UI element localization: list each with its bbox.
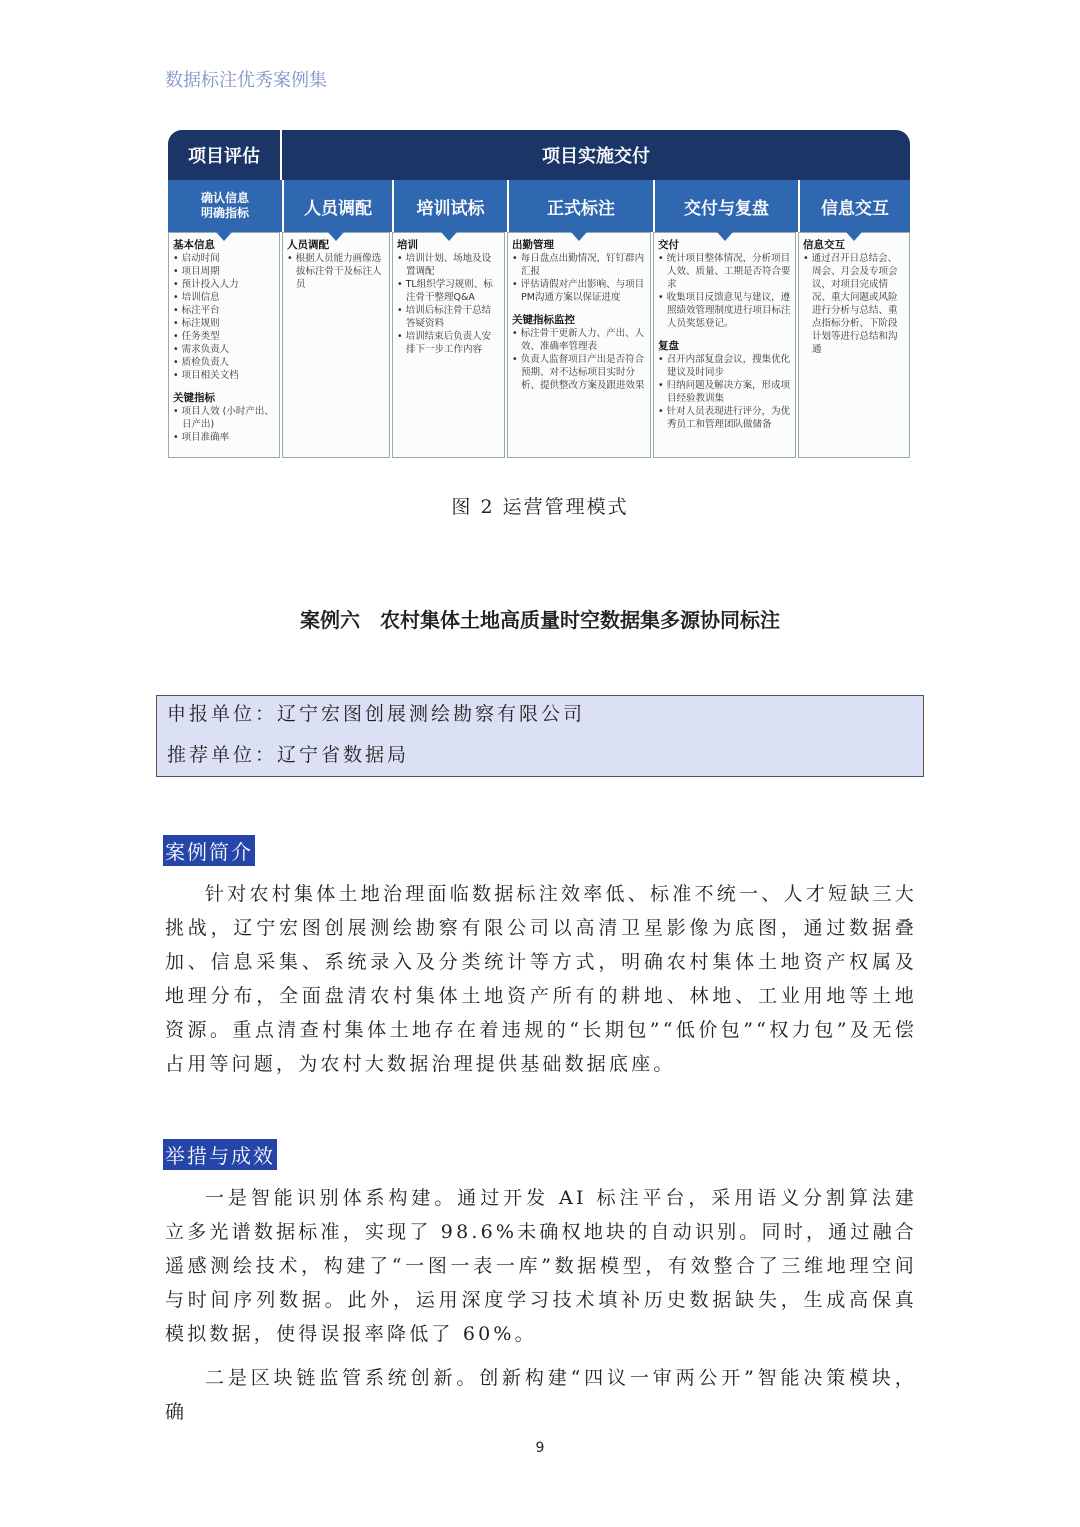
stage-communication: 信息交互	[798, 180, 910, 232]
stage-training: 培训试标	[392, 180, 507, 232]
diagram-column	[282, 232, 390, 458]
column-heading: 人员调配	[287, 239, 329, 251]
column-item: • 项目周期	[173, 265, 275, 278]
column-heading: 培训	[397, 239, 418, 251]
phase-delivery: 项目实施交付	[282, 130, 910, 180]
column-heading: 关键指标监控	[512, 314, 575, 326]
stage-delivery: 交付与复盘	[653, 180, 798, 232]
diagram-column	[168, 232, 280, 458]
column-item: • 培训后标注骨干总结答疑资料	[397, 304, 500, 330]
column-item: • 预计投入人力	[173, 278, 275, 291]
column-item: • 标注骨干更新人力、产出、人效、准确率管理表	[512, 327, 646, 353]
diagram-column	[507, 232, 651, 458]
column-item: • 召开内部复盘会议，搜集优化建议及时同步	[658, 353, 791, 379]
measures-paragraph-2: 二是区块链监管系统创新。创新构建“四议一审两公开”智能决策模块，确	[165, 1367, 917, 1423]
diagram-column	[653, 232, 796, 458]
section-label-measures: 举措与成效	[163, 1139, 277, 1170]
column-item: • 质检负责人	[173, 356, 275, 369]
recommender: 推荐单位：辽宁省数据局	[167, 744, 410, 766]
column-item: • 培训结束后负责人安排下一步工作内容	[397, 330, 500, 356]
column-item: • 培训计划、场地及设置调配	[397, 252, 500, 278]
phase-evaluation: 项目评估	[168, 130, 280, 180]
figure-caption: 图 2 运营管理模式	[451, 496, 629, 518]
column-heading: 信息交互	[803, 239, 845, 251]
column-item: • 评估请假对产出影响、与项目PM沟通方案以保证进度	[512, 278, 646, 304]
column-item: • 收集项目反馈意见与建议，遵照绩效管理制度进行项目标注人员奖惩登记。	[658, 291, 791, 330]
stage-confirm: 确认信息 明确指标	[168, 180, 282, 232]
column-heading: 交付	[658, 239, 679, 251]
intro-paragraph: 针对农村集体土地治理面临数据标注效率低、标准不统一、人才短缺三大挑战，辽宁宏图创展测绘勘察有限公司以高清卫星影像为底图，通过数据叠加、信息采集、系统录入及分类统计等方式，明确农村集体土地资产权属及地理分布，全面盘清农村集体土地资产所有的耕地、林地、工业用地等土地资源。重点清查村集体土地存在着违规的“长期包”“低价包”“权力包”及无偿占用等问题，为农村大数据治理提供基础数据底座。	[165, 883, 917, 1075]
column-item: • 项目人效 (小时产出、日产出)	[173, 405, 275, 431]
column-heading: 出勤管理	[512, 239, 554, 251]
section-label-intro: 案例简介	[163, 835, 255, 866]
diagram-column	[798, 232, 910, 458]
column-item: • 根据人员能力画像选拔标注骨干及标注人员	[287, 252, 385, 291]
running-header: 数据标注优秀案例集	[165, 70, 327, 91]
page-number: 9	[535, 1440, 545, 1456]
column-item: • 负责人监督项目产出是否符合预期、对不达标项目实时分析、提供整改方案及跟进效果	[512, 353, 646, 392]
column-item: • 项目相关文档	[173, 369, 275, 382]
measures-paragraph-1: 一是智能识别体系构建。通过开发 AI 标注平台，采用语义分割算法建立多光谱数据标准，实现了 98.6%未确权地块的自动识别。同时，通过融合遥感测绘技术，构建了“一图一表一库”数据模型，有效整合了三维地理空间与时间序列数据。此外，运用深度学习技术填补历史数据缺失，生成高保真模拟数据，使得误报率降低了 60%。	[165, 1187, 917, 1345]
diagram-column	[392, 232, 505, 458]
case-title: 案例六 农村集体土地高质量时空数据集多源协同标注	[300, 608, 780, 632]
stage-staffing: 人员调配	[282, 180, 392, 232]
column-heading: 关键指标	[173, 392, 215, 404]
column-item: • 归纳问题及解决方案，形成项目经验教训集	[658, 379, 791, 405]
column-item: • 标注平台	[173, 304, 275, 317]
column-item: • 项目准确率	[173, 431, 275, 444]
column-item: • 启动时间	[173, 252, 275, 265]
column-item: • 需求负责人	[173, 343, 275, 356]
column-item: • 针对人员表现进行评分，为优秀员工和管理团队做储备	[658, 405, 791, 431]
column-item: • TL组织学习规则、标注骨干整理Q&A	[397, 278, 500, 304]
column-item: • 任务类型	[173, 330, 275, 343]
column-item: • 通过召开日总结会、周会、月会及专项会议，对项目完成情况、重大问题或风险进行分析与总结、重点指标分析、下阶段计划等进行总结和沟通	[803, 252, 905, 356]
info-box	[156, 695, 924, 777]
column-item: • 培训信息	[173, 291, 275, 304]
column-item: • 每日盘点出勤情况，钉钉群内汇报	[512, 252, 646, 278]
column-heading: 复盘	[658, 340, 679, 352]
column-item: • 标注规则	[173, 317, 275, 330]
column-item: • 统计项目整体情况，分析项目人效、质量、工期是否符合要求	[658, 252, 791, 291]
column-heading: 基本信息	[173, 239, 215, 251]
stage-annotation: 正式标注	[507, 180, 653, 232]
operations-diagram	[168, 130, 910, 458]
applicant: 申报单位：辽宁宏图创展测绘勘察有限公司	[167, 703, 586, 725]
